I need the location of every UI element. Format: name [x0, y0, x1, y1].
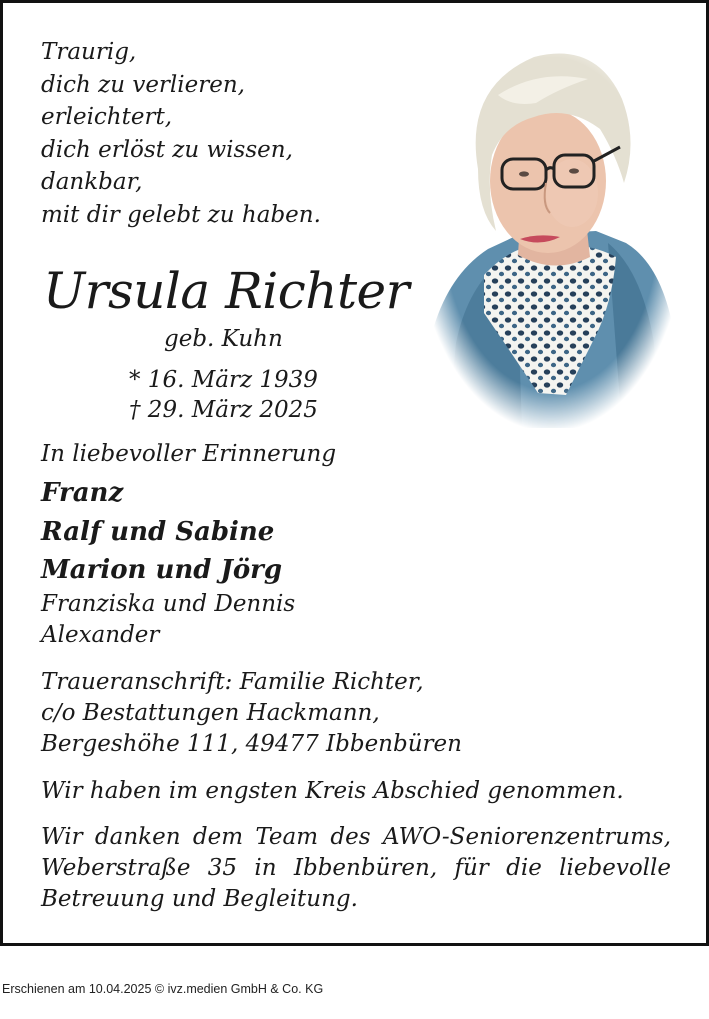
poem-line: erleichtert, — [41, 104, 173, 130]
mourner-name: Marion und Jörg — [41, 555, 283, 585]
poem-line: Traurig, — [41, 39, 137, 65]
address-line: c/o Bestattungen Hackmann, — [41, 700, 380, 726]
mourning-address — [41, 667, 462, 760]
address-line: Bergeshöhe 111, 49477 Ibbenbüren — [41, 731, 462, 757]
farewell-note: Wir haben im engsten Kreis Abschied genommen. — [41, 778, 624, 804]
mourner-name: Franz — [41, 478, 124, 508]
poem-line: mit dir gelebt zu haben. — [41, 201, 321, 228]
deceased-name: Ursula Richter — [43, 262, 410, 320]
thanks-line: Wir danken dem Team des AWO-Seniorenzentrums, — [41, 824, 671, 850]
birth-date: * 16. März 1939 — [129, 367, 318, 393]
address-line: Traueranschrift: Familie Richter, — [41, 669, 424, 695]
memory-intro: In liebevoller Erinnerung — [41, 441, 337, 467]
thanks-line: Weberstraße 35 in Ibbenbüren, für die liebevolle — [41, 855, 671, 881]
life-dates — [129, 365, 318, 425]
birth-name: geb. Kuhn — [164, 326, 283, 352]
poem-line: dich erlöst zu wissen, — [41, 136, 293, 163]
mourner-name: Ralf und Sabine — [41, 517, 275, 547]
poem-line: dich zu verlieren, — [41, 71, 245, 98]
mourner-name: Franziska und Dennis — [41, 591, 296, 617]
thanks-note — [41, 822, 671, 915]
publication-footer: Erschienen am 10.04.2025 © ivz.medien GmbH & Co. KG — [2, 982, 324, 996]
death-date: † 29. März 2025 — [129, 397, 318, 423]
poem — [41, 36, 321, 231]
poem-line: dankbar, — [41, 169, 143, 195]
mourner-name: Alexander — [41, 622, 160, 648]
thanks-line: Betreuung und Begleitung. — [41, 886, 358, 912]
portrait-photo — [426, 43, 676, 428]
